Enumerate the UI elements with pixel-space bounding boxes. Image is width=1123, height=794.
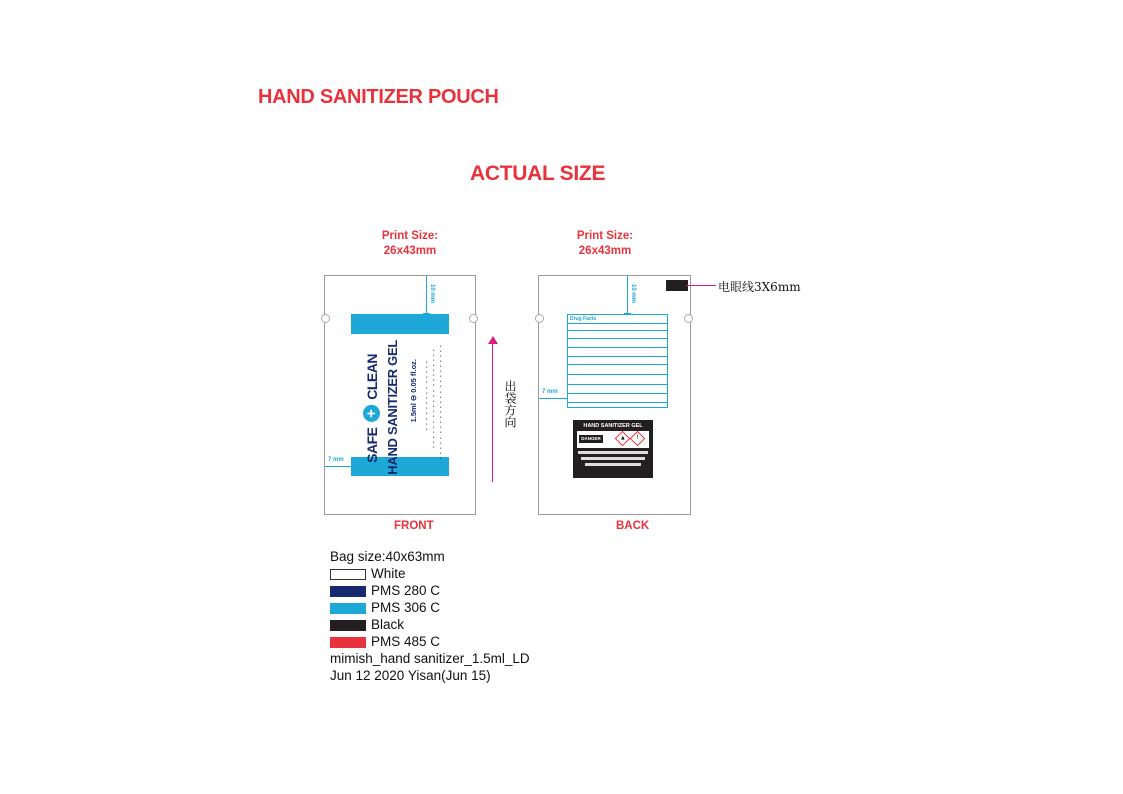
facts-row bbox=[568, 324, 667, 331]
back-print-size-value: 26x43mm bbox=[578, 245, 632, 257]
facts-row bbox=[568, 331, 667, 339]
legend-item-pms306 bbox=[330, 599, 530, 616]
front-top-dim: 10 mm bbox=[429, 284, 435, 304]
warning-title: HAND SANITIZER GEL bbox=[583, 423, 643, 429]
warning-text-line bbox=[585, 463, 641, 466]
direction-note: 出袋方向 bbox=[503, 380, 517, 428]
page-title: HAND SANITIZER POUCH bbox=[258, 86, 499, 108]
danger-badge: DANGER bbox=[579, 435, 603, 443]
swatch-pms-306 bbox=[330, 603, 366, 614]
warning-text-line bbox=[578, 451, 648, 454]
left-dim-line bbox=[325, 466, 351, 467]
facts-row bbox=[568, 394, 667, 403]
facts-row bbox=[568, 365, 667, 375]
front-print-size bbox=[350, 229, 470, 259]
file-name: mimish_hand sanitizer_1.5ml_LD bbox=[330, 651, 530, 666]
back-print-size bbox=[545, 229, 665, 259]
distributor-text: ▪▪▪▪▪▪ ▪▪▪▪▪▪ ▪▪▪▪▪▪▪▪ bbox=[431, 348, 436, 451]
manufacturer-text: ▪▪▪ ▪▪▪▪▪▪ ▪▪▪▪▪ bbox=[424, 360, 429, 433]
address-text: ▪▪▪▪▪ ▪▪▪▪▪▪▪▪▪ ▪▪▪▪▪▪▪▪▪ bbox=[438, 344, 443, 462]
legend-label: PMS 306 C bbox=[371, 600, 441, 615]
warning-content bbox=[577, 431, 649, 448]
arrow-up-icon bbox=[488, 336, 498, 344]
left-dim-line bbox=[539, 398, 567, 399]
legend-label: PMS 485 C bbox=[371, 634, 441, 649]
front-label: FRONT bbox=[394, 520, 434, 532]
brand-logo bbox=[363, 354, 380, 463]
product-name: HAND SANITIZER GEL bbox=[385, 340, 400, 475]
brand-right: CLEAN bbox=[364, 354, 380, 400]
facts-row bbox=[568, 403, 667, 411]
legend-item-pms280 bbox=[330, 582, 530, 599]
plus-icon: + bbox=[363, 405, 380, 422]
date-note: Jun 12 2020 Yisan(Jun 15) bbox=[330, 668, 491, 683]
page-subtitle: ACTUAL SIZE bbox=[470, 162, 606, 185]
drug-facts-box bbox=[567, 314, 668, 408]
facts-row bbox=[568, 357, 667, 365]
legend-item-pms485 bbox=[330, 633, 530, 650]
back-top-dim: 10 mm bbox=[630, 284, 636, 304]
back-panel bbox=[538, 275, 691, 515]
bag-size: Bag size:40x63mm bbox=[330, 549, 445, 564]
back-left-dim: 7 mm bbox=[542, 389, 558, 395]
drug-facts-title: Drug Facts bbox=[568, 315, 667, 324]
right-notch bbox=[684, 314, 693, 323]
front-top-band bbox=[351, 314, 449, 334]
facts-row bbox=[568, 339, 667, 348]
legend-label: PMS 280 C bbox=[371, 583, 441, 598]
eye-mark bbox=[666, 280, 688, 291]
eye-mark-note: 电眼线3X6mm bbox=[718, 280, 801, 294]
brand-left: SAFE bbox=[364, 427, 380, 463]
swatch-white bbox=[330, 569, 366, 580]
swatch-pms-280 bbox=[330, 586, 366, 597]
direction-arrow-line bbox=[492, 342, 493, 482]
back-print-size-label: Print Size: bbox=[576, 230, 634, 242]
legend-label: Black bbox=[371, 617, 405, 632]
eye-mark-pointer bbox=[686, 285, 716, 286]
swatch-pms-485 bbox=[330, 637, 366, 648]
legend-item-white bbox=[330, 565, 530, 582]
left-notch bbox=[535, 314, 544, 323]
front-print-size-label: Print Size: bbox=[381, 230, 439, 242]
flame-hazard-icon: ▲ bbox=[615, 431, 631, 447]
legend-item-black bbox=[330, 616, 530, 633]
facts-row bbox=[568, 385, 667, 394]
front-print-size-value: 26x43mm bbox=[383, 245, 437, 257]
volume-text: 1.5ml ⊖ 0.05 fl.oz. bbox=[409, 359, 418, 423]
swatch-black bbox=[330, 620, 366, 631]
front-print-area bbox=[351, 314, 449, 476]
facts-row bbox=[568, 348, 667, 357]
color-legend bbox=[330, 548, 530, 684]
front-left-dim: 7 mm bbox=[328, 457, 344, 463]
right-notch bbox=[469, 314, 478, 323]
left-notch bbox=[321, 314, 330, 323]
front-panel bbox=[324, 275, 476, 515]
legend-label: White bbox=[371, 566, 406, 581]
exclamation-hazard-icon: ! bbox=[630, 431, 646, 447]
warning-label bbox=[573, 420, 653, 478]
warning-text-line bbox=[581, 457, 645, 460]
back-label: BACK bbox=[616, 520, 650, 532]
facts-row bbox=[568, 375, 667, 385]
top-dim-line bbox=[426, 276, 427, 313]
top-dim-line bbox=[627, 276, 628, 313]
